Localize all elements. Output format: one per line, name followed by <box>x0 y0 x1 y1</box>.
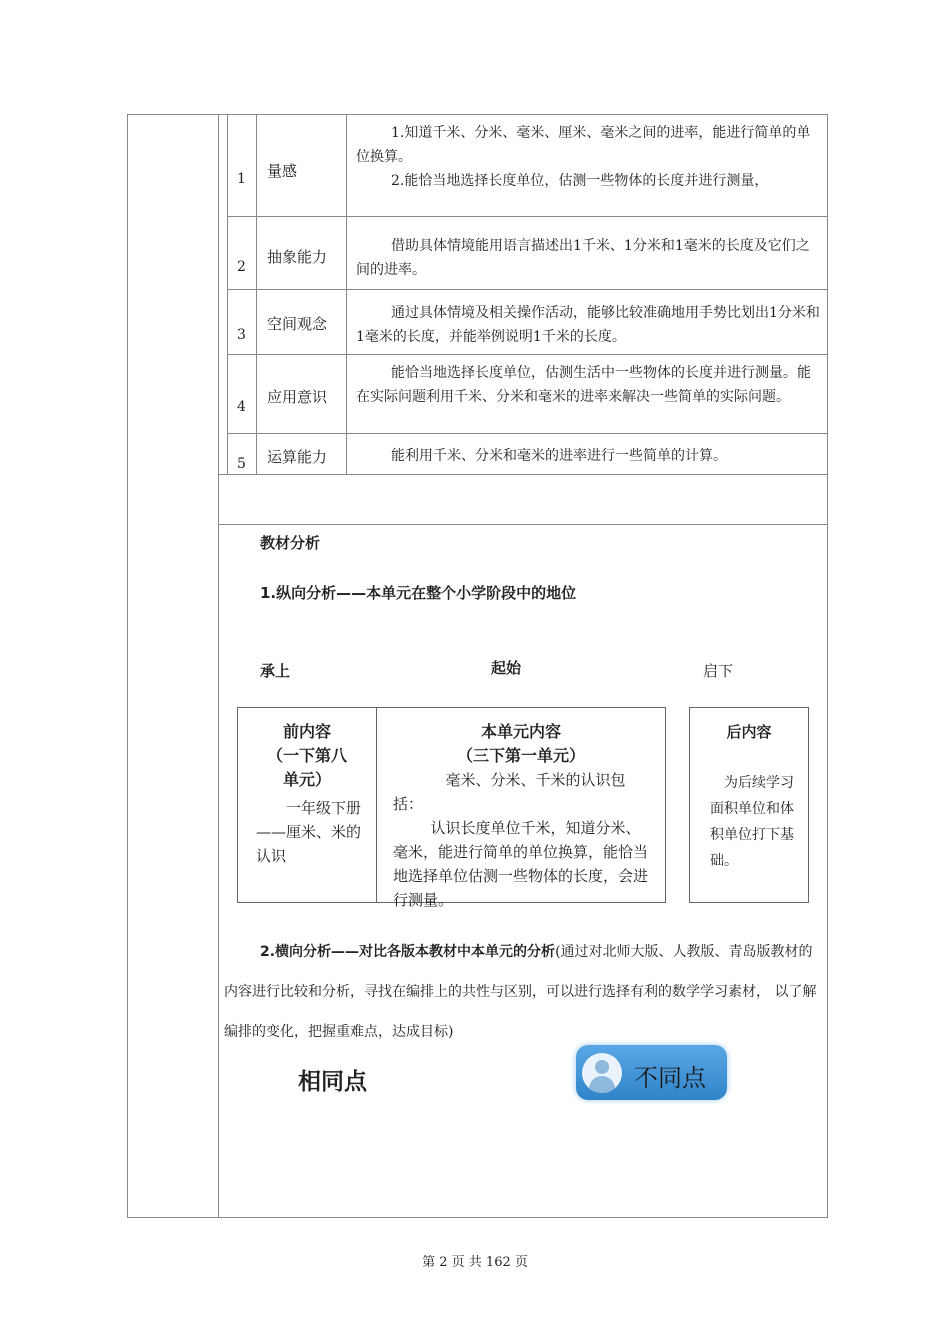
frame-top <box>127 114 828 115</box>
vertical-analysis-title: 1.纵向分析——本单元在整个小学阶段中的地位 <box>260 584 577 602</box>
row-divider-4 <box>227 433 828 434</box>
row-2-desc-line-1: 借助具体情境能用语言描述出1千米、1分米和1毫米的长度及它们之间的进率。 <box>356 238 810 278</box>
next-content-box <box>689 707 809 903</box>
row-3-desc-line-1: 通过具体情境及相关操作活动，能够比较准确地用手势比划出1分米和1毫米的长度，并能举例说明1千米的长度。 <box>356 305 820 345</box>
current-content-body-1: 毫米、分米、千米的认识包括： <box>393 771 626 813</box>
row-2-number: 2 <box>237 259 246 275</box>
current-content-title: 本单元内容 （三下第一单元） <box>456 722 585 765</box>
analysis-heading: 教材分析 <box>260 534 321 552</box>
row-2-description <box>356 234 820 282</box>
page-footer: 第 2 页 共 162 页 <box>422 1255 528 1270</box>
frame-right <box>827 114 828 1218</box>
horizontal-analysis-title: 2.横向分析——对比各版本教材中本单元的分析 <box>260 944 556 960</box>
row-divider-1 <box>227 216 828 217</box>
avatar-head <box>595 1060 609 1074</box>
label-after: 启下 <box>703 662 734 680</box>
row-5-name: 运算能力 <box>267 448 328 466</box>
prev-content-title: 前内容 （一下第八 单元） <box>266 722 347 789</box>
nested-col-divider-2 <box>346 114 347 474</box>
current-content-body-2: 认识长度单位千米，知道分米、毫米，能进行简单的单位换算，能恰当地选择单位估测一些物体的长度，会进行测量。 <box>393 819 649 909</box>
row-4-name: 应用意识 <box>267 388 328 406</box>
same-points-label: 相同点 <box>298 1069 367 1095</box>
row-3-name: 空间观念 <box>267 315 328 333</box>
user-avatar-icon <box>582 1053 622 1093</box>
row-1-description <box>356 121 820 193</box>
nested-col-divider-1 <box>256 114 257 474</box>
row-divider-3 <box>227 354 828 355</box>
inner-left-divider <box>218 114 219 1218</box>
row-3-number: 3 <box>237 327 246 343</box>
row-5-number: 5 <box>237 456 246 472</box>
row-5-desc-line-1: 能利用千米、分米和毫米的进率进行一些简单的计算。 <box>391 448 727 464</box>
row-4-number: 4 <box>237 399 246 415</box>
horizontal-analysis-note: (通过对北师大版、人教版、青岛版教材的内容进行比较和分析，寻找在编排上的共性与区别，可以进行选择有利的数学学习素材， 以了解编排的变化，把握重难点，达成目标) <box>224 944 817 1040</box>
prev-content-box <box>237 707 377 903</box>
next-content-title: 后内容 <box>726 723 772 741</box>
row-3-description <box>356 301 820 349</box>
row-4-desc-line-1: 能恰当地选择长度单位，估测生活中一些物体的长度并进行测量。能在实际问题利用千米、分米和毫米的进率来解决一些简单的实际问题。 <box>356 365 811 405</box>
different-points-button[interactable] <box>576 1045 727 1100</box>
current-content-box <box>376 707 666 909</box>
row-1-name: 量感 <box>267 162 298 180</box>
row-5-description <box>356 444 820 468</box>
row-divider-2 <box>227 289 828 290</box>
row-2-name: 抽象能力 <box>267 248 328 266</box>
next-content-body: 为后续学习面积单位和体积单位打下基础。 <box>710 775 794 869</box>
row-1-number: 1 <box>237 171 246 187</box>
label-before: 承上 <box>260 662 291 680</box>
label-start: 起始 <box>491 659 522 677</box>
avatar-shoulders <box>589 1076 615 1093</box>
row-1-desc-line-1: 1.知道千米、分米、毫米、厘米、毫米之间的进率，能进行简单的单位换算。 <box>356 125 811 165</box>
prev-content-body: 一年级下册——厘米、米的认识 <box>256 799 362 865</box>
different-points-label: 不同点 <box>634 1064 706 1092</box>
row-divider-5 <box>218 474 828 475</box>
row-divider-6 <box>218 524 828 525</box>
row-4-description <box>356 361 820 409</box>
nested-table-left <box>227 114 228 474</box>
horizontal-analysis-paragraph <box>224 932 824 1052</box>
frame-left <box>127 114 128 1218</box>
frame-bottom <box>127 1217 828 1218</box>
row-1-desc-line-2: 2.能恰当地选择长度单位，估测一些物体的长度并进行测量， <box>391 173 769 189</box>
